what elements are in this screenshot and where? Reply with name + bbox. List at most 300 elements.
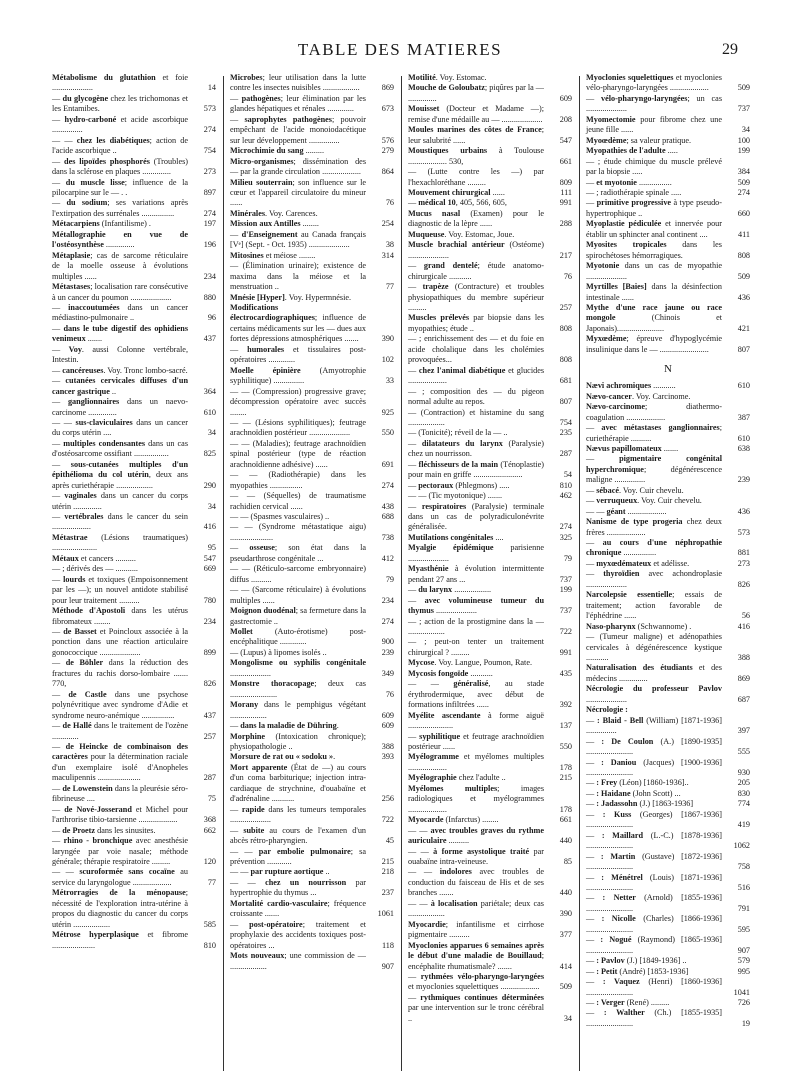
index-entry bbox=[52, 658, 216, 689]
index-entry bbox=[230, 543, 394, 564]
entry-text: — verruqueux. Voy. Cuir chevelu. bbox=[586, 496, 702, 506]
index-entry bbox=[586, 873, 750, 894]
entry-text: — — (Compression) progressive grave; décompression opératoire avec succès ........ bbox=[230, 386, 366, 417]
entry-text: — — (Sarcome réticulaire) à évolutions multiples ...... bbox=[230, 585, 366, 605]
entry-page: 96 bbox=[207, 313, 216, 323]
entry-page: 38 bbox=[385, 240, 394, 250]
index-entry bbox=[52, 345, 216, 366]
index-entry bbox=[230, 209, 394, 219]
page-title: TABLE DES MATIERES bbox=[297, 40, 503, 59]
entry-text: — — chez un nourrisson par hypertrophie du thymus ... bbox=[230, 877, 366, 898]
index-entry bbox=[408, 439, 572, 460]
entry-page: 274 bbox=[737, 187, 750, 197]
entry-page: 991 bbox=[559, 198, 572, 208]
entry-page: 273 bbox=[737, 558, 750, 568]
entry-text: Myoclonies apparues 6 semaines après le début d'une maladie de Bouillaud; encéphalite rhumatismale? ....... bbox=[408, 940, 544, 971]
entry-text: — rhino - bronchique avec anesthésie laryngée par voie nasale; méthode générale; thérapie respiratoire ......... bbox=[52, 836, 188, 866]
entry-page: 907 bbox=[381, 961, 394, 971]
entry-page: 421 bbox=[737, 323, 750, 333]
entry-text: Nécrologie : bbox=[586, 705, 628, 715]
entry-page: 722 bbox=[381, 815, 394, 825]
entry-text: Myomectomie pour fibrome chez une jeune fille ...... bbox=[586, 114, 722, 135]
entry-text: Narcolepsie essentielle; essais de traitement; action favorable de l'éphédrine ...... bbox=[586, 590, 722, 621]
entry-text: — vertébrales dans le cancer du sein ................... bbox=[52, 512, 189, 532]
entry-text: Motilité. Voy. Estomac. bbox=[408, 73, 487, 82]
entry-page: 85 bbox=[563, 856, 572, 866]
entry-text: — : Verger (René) ......... bbox=[586, 997, 670, 1007]
entry-page: 681 bbox=[559, 376, 572, 386]
entry-text: Nævus papillomateux ....... bbox=[586, 443, 679, 453]
entry-text: — pigmentaire congénital hyperchromique; dégénérescence maligne ............... bbox=[586, 454, 723, 485]
entry-text: — avec métastases ganglionnaires; curiethérapie .......... bbox=[586, 423, 722, 443]
entry-page: 900 bbox=[381, 637, 394, 647]
index-entry bbox=[230, 491, 394, 512]
entry-page: 120 bbox=[203, 856, 216, 866]
entry-page: 111 bbox=[560, 187, 572, 197]
index-entry bbox=[408, 993, 572, 1024]
entry-text: — de Lowenstein dans la pleurésie séro-fibrineuse .... bbox=[52, 783, 188, 804]
entry-page: 414 bbox=[559, 961, 572, 971]
page-number: 29 bbox=[722, 41, 738, 58]
index-entry bbox=[408, 428, 572, 438]
entry-text: Myoplastie pédiculée et innervée pour établir un sphincter anal continent .... bbox=[586, 219, 722, 239]
entry-text: — de Hallé dans le traitement de l'ozène ............. bbox=[52, 721, 188, 741]
entry-text: Myrtilles [Baies] dans la désinfection intestinale ...... bbox=[586, 282, 722, 302]
index-entry bbox=[408, 198, 572, 208]
entry-page: 864 bbox=[381, 167, 394, 177]
entry-page: 687 bbox=[737, 694, 750, 704]
index-entry bbox=[408, 230, 572, 240]
index-entry bbox=[52, 418, 216, 439]
entry-text: Naso-pharynx (Schwannome) . bbox=[586, 621, 692, 631]
index-entry bbox=[586, 178, 750, 188]
entry-text: — — géant ................... bbox=[586, 506, 667, 516]
entry-text: — — par rupture aortique .. bbox=[230, 867, 330, 877]
entry-text: — : Nogué (Raymond) [1865-1936] ....................... bbox=[586, 935, 722, 955]
index-entry bbox=[52, 460, 216, 491]
entry-page: 256 bbox=[381, 794, 394, 804]
entry-text: Mouvement chirurgical ...... bbox=[408, 187, 505, 197]
index-entry bbox=[586, 486, 750, 496]
index-entry bbox=[230, 366, 394, 387]
index-entry bbox=[408, 752, 572, 773]
entry-text: — pectoraux (Phlegmons) ..... bbox=[408, 480, 510, 490]
index-entry bbox=[586, 94, 750, 115]
entry-page: 77 bbox=[385, 282, 394, 292]
entry-page: 807 bbox=[559, 397, 572, 407]
index-entry bbox=[230, 847, 394, 868]
index-entry bbox=[586, 507, 750, 517]
index-entry bbox=[52, 867, 216, 888]
entry-page: 808 bbox=[559, 355, 572, 365]
index-entry bbox=[586, 136, 750, 146]
entry-text: — : Ménétrel (Louis) [1871-1936] ....................... bbox=[586, 872, 722, 892]
index-entry bbox=[52, 115, 216, 136]
index-entry bbox=[230, 73, 394, 94]
entry-page: 33 bbox=[385, 376, 394, 386]
index-entry bbox=[586, 716, 750, 737]
entry-text: — thyroïdien avec achondroplasie .................... bbox=[586, 569, 722, 589]
index-entry bbox=[230, 439, 394, 470]
entry-page: 826 bbox=[737, 579, 750, 589]
index-entry bbox=[586, 893, 750, 914]
index-entry bbox=[230, 115, 394, 146]
index-entry bbox=[52, 397, 216, 418]
entry-page: 869 bbox=[381, 83, 394, 93]
index-entry bbox=[408, 543, 572, 564]
entry-text: — — chez les diabétiques; action de l'acide ascorbique .. bbox=[52, 135, 189, 156]
index-entry bbox=[586, 423, 750, 444]
entry-text: — : Blaid - Bell (William) [1871-1936] ............... bbox=[586, 715, 722, 736]
entry-text: Morphine (Intoxication chronique); physiopathologie .. bbox=[230, 731, 366, 751]
index-entry bbox=[586, 590, 750, 621]
index-entry bbox=[408, 920, 572, 941]
index-entry bbox=[586, 282, 750, 303]
entry-text: — de Basset et Poincloux associée à la ponction dans une réaction articulaire gonococcique .................... bbox=[52, 627, 188, 657]
entry-text: — du sodium; ses variations après l'extirpation des surrénales ................ bbox=[52, 198, 189, 218]
index-entry bbox=[230, 826, 394, 847]
index-entry bbox=[52, 303, 216, 324]
index-entry bbox=[408, 104, 572, 125]
entry-text: — : Netter (Arnold) [1855-1936] ....................... bbox=[586, 893, 722, 913]
entry-text: Moustiques urbains à Toulouse ................... 530, bbox=[408, 146, 545, 166]
entry-page: 925 bbox=[381, 407, 394, 417]
index-entry bbox=[230, 94, 394, 115]
entry-page: 737 bbox=[559, 606, 572, 616]
entry-text: — dans le tube digestif des ophidiens venimeux ....... bbox=[52, 323, 189, 344]
entry-page: 274 bbox=[559, 522, 572, 532]
entry-page: 830 bbox=[737, 788, 750, 798]
entry-text: Mort apparente (État de —) au cours d'un coma barbiturique; injection intra-cardiaque de strychnine, d'ouabaïne et d'adrénaline ........... bbox=[230, 762, 366, 804]
entry-page: 34 bbox=[741, 125, 750, 135]
entry-page: 397 bbox=[737, 726, 750, 736]
entry-text: Mouche de Goloubatz; piqûres par la — .............. bbox=[408, 83, 544, 103]
index-entry bbox=[52, 805, 216, 826]
entry-text: Myocardie; infantilisme et cirrhose pigmentaire .......... bbox=[408, 919, 544, 940]
column-divider bbox=[223, 76, 224, 1071]
entry-text: — — (Radiothérapie) dans les myopathies ................ bbox=[230, 470, 366, 490]
entry-page: 880 bbox=[203, 292, 216, 302]
entry-text: Métastrae (Lésions traumatiques) ...................... bbox=[52, 532, 188, 553]
entry-text: — — (Lésions syphilitiques); feutrage arachnoïdien postérieur .................... bbox=[230, 417, 366, 438]
index-entry bbox=[230, 679, 394, 700]
entry-page: 205 bbox=[737, 778, 750, 788]
entry-text: — cancéreuses. Voy. Tronc lombo-sacré. bbox=[52, 365, 188, 375]
entry-text: Myélographie chez l'adulte .. bbox=[408, 773, 506, 783]
entry-page: 364 bbox=[203, 386, 216, 396]
entry-page: 325 bbox=[559, 532, 572, 542]
index-entry bbox=[408, 679, 572, 710]
entry-page: 75 bbox=[207, 794, 216, 804]
entry-page: 869 bbox=[737, 673, 750, 683]
entry-page: 791 bbox=[737, 903, 750, 913]
index-entry bbox=[586, 977, 750, 998]
index-entry bbox=[586, 198, 750, 219]
index-entry bbox=[230, 867, 394, 877]
entry-text: Microbes; leur utilisation dans la lutte contre les insectes nuisibles .................. bbox=[230, 73, 366, 93]
entry-page: 388 bbox=[737, 653, 750, 663]
entry-text: — (Tonicité); réveil de la — .. bbox=[408, 428, 508, 438]
index-entry bbox=[408, 460, 572, 481]
index-entry bbox=[230, 470, 394, 491]
index-entry bbox=[52, 136, 216, 157]
entry-page: 215 bbox=[381, 856, 394, 866]
entry-text: — de Castle dans une psychose polynévritique avec syndrome d'Adie et syndrome neuro-anémique ................ bbox=[52, 689, 188, 720]
entry-page: 810 bbox=[559, 480, 572, 490]
index-entry bbox=[52, 826, 216, 836]
entry-text: — fléchisseurs de la main (Ténoplastie) pour main en griffe ........................ bbox=[408, 459, 545, 480]
entry-page: 662 bbox=[203, 825, 216, 835]
entry-text: — — (Spasmes vasculaires) .. bbox=[230, 512, 330, 522]
index-entry bbox=[230, 585, 394, 606]
entry-text: Métaux et cancers .......... bbox=[52, 553, 136, 563]
entry-page: 274 bbox=[381, 480, 394, 490]
index-entry bbox=[586, 538, 750, 559]
index-entry bbox=[408, 491, 572, 501]
index-entry bbox=[52, 784, 216, 805]
entry-text: — (Lupus) à lipomes isolés .. bbox=[230, 647, 327, 657]
entry-text: — saprophytes pathogènes; pouvoir empêchant de l'acide monoiodacétique sur leur développement ............... bbox=[230, 114, 366, 145]
entry-page: 274 bbox=[203, 125, 216, 135]
index-entry bbox=[230, 230, 394, 251]
index-entry bbox=[408, 669, 572, 679]
entry-page: 208 bbox=[559, 114, 572, 124]
entry-page: 239 bbox=[737, 475, 750, 485]
entry-page: 825 bbox=[203, 449, 216, 459]
entry-text: — — avec troubles graves du rythme auriculaire .......... bbox=[408, 825, 544, 846]
entry-text: — rapide dans les tumeurs temporales .................... bbox=[230, 804, 366, 825]
entry-text: — de Nové-Josserand et Michel pour l'arthrorise tibio-tarsienne ................... bbox=[52, 804, 189, 825]
index-column-3 bbox=[408, 73, 572, 1073]
entry-text: — ; étude chimique du muscle prélevé par la biopsie ..... bbox=[586, 156, 722, 177]
entry-text: — subite au cours de l'examen d'un abcès rétro-pharyngien. bbox=[230, 825, 367, 846]
index-entry bbox=[586, 622, 750, 632]
entry-text: — syphilitique et feutrage arachnoïdien postérieur ...... bbox=[408, 731, 545, 751]
entry-page: 826 bbox=[203, 679, 216, 689]
index-entry bbox=[586, 737, 750, 758]
entry-page: 435 bbox=[559, 668, 572, 678]
entry-page: 34 bbox=[563, 1013, 572, 1023]
entry-page: 440 bbox=[559, 836, 572, 846]
entry-page: 178 bbox=[559, 762, 572, 772]
entry-page: 1062 bbox=[733, 841, 750, 851]
entry-text: Mouisset (Docteur et Madame —); remise d'une médaille au — .................... bbox=[408, 104, 544, 124]
entry-text: Myxœdème; épreuve d'hypoglycémie insulinique dans le — ........................ bbox=[586, 334, 722, 354]
index-entry bbox=[408, 533, 572, 543]
index-entry bbox=[408, 847, 572, 868]
entry-text: — : Martin (Gustave) [1872-1936] ....................... bbox=[586, 851, 723, 872]
index-entry bbox=[230, 805, 394, 826]
index-entry bbox=[586, 684, 750, 705]
index-entry bbox=[586, 632, 750, 663]
entry-page: 234 bbox=[381, 595, 394, 605]
entry-text: — — (Syndrome métastatique aigu) ..................... bbox=[230, 522, 366, 542]
entry-page: 595 bbox=[737, 924, 750, 934]
entry-text: — respiratoires (Paralysie) terminale dans un cas de polyradiculonévrite généralisée. bbox=[408, 501, 544, 532]
entry-text: Méthode d'Apostoli dans les utérus fibromateux ........ bbox=[52, 606, 188, 626]
entry-text: — ; enrichissement des — et du foie en acide cholalique dans les cholémies provoquées... bbox=[408, 334, 544, 365]
entry-text: — — scuroformée sans cocaïne au service du laryngologue ................... bbox=[52, 867, 188, 887]
entry-page: 550 bbox=[381, 428, 394, 438]
entry-page: 509 bbox=[737, 177, 750, 187]
index-entry bbox=[52, 198, 216, 219]
entry-page: 1061 bbox=[377, 909, 394, 919]
entry-text: Nanisme de type progeria chez deux frères ................... bbox=[586, 517, 722, 537]
entry-page: 411 bbox=[738, 229, 750, 239]
entry-text: Milieu souterrain; son influence sur le cœur et l'appareil circulatoire du mineur ...... bbox=[230, 177, 366, 208]
entry-text: Nævi achromiques ........... bbox=[586, 381, 676, 391]
entry-page: 390 bbox=[559, 909, 572, 919]
entry-page: 412 bbox=[381, 553, 394, 563]
entry-page: 387 bbox=[737, 412, 750, 422]
index-entry bbox=[586, 831, 750, 852]
entry-text: — cutanées cervicales diffuses d'un cancer gastrique .. bbox=[52, 376, 188, 396]
index-entry bbox=[586, 334, 750, 355]
index-entry bbox=[408, 826, 572, 847]
index-entry bbox=[52, 251, 216, 282]
index-entry bbox=[230, 878, 394, 899]
entry-page: 579 bbox=[737, 956, 750, 966]
entry-text: — — (Maladies); feutrage arachnoïdien spinal postérieur (type de réaction arachnoïdienne adhésive) ...... bbox=[230, 438, 366, 469]
index-entry bbox=[586, 1008, 750, 1029]
entry-text: — : Frey (Léon) [1860-1936].. bbox=[586, 778, 689, 788]
index-entry bbox=[230, 522, 394, 543]
entry-text: Modifications électrocardiographiques; influence de certains médicaments sur les — dues aux fortes dépressions atmosphériques ....... bbox=[230, 302, 366, 344]
entry-text: — médical 10, 405, 566, 605, bbox=[408, 198, 507, 208]
entry-text: — sébacé. Voy. Cuir chevelu. bbox=[586, 485, 684, 495]
entry-page: 178 bbox=[559, 804, 572, 814]
entry-page: 438 bbox=[381, 501, 394, 511]
index-entry bbox=[408, 658, 572, 668]
entry-text: Myocarde (Infarctus) ........ bbox=[408, 815, 499, 825]
entry-page: 610 bbox=[737, 381, 750, 391]
entry-page: 437 bbox=[203, 710, 216, 720]
index-entry bbox=[230, 303, 394, 345]
entry-text: Minérales. Voy. Carences. bbox=[230, 208, 318, 218]
index-entry bbox=[52, 282, 216, 303]
entry-text: — — (Réticulo-sarcome embryonnaire) diffus .......... bbox=[230, 564, 366, 584]
entry-page: 288 bbox=[559, 219, 572, 229]
entry-text: Mycose. Voy. Langue, Poumon, Rate. bbox=[408, 658, 533, 668]
entry-page: 254 bbox=[381, 219, 394, 229]
entry-page: 899 bbox=[203, 647, 216, 657]
entry-text: Myotonie dans un cas de myopathie .................... bbox=[586, 261, 722, 281]
entry-text: — des lipoïdes phosphorés (Troubles) dans la sclérose en plaques .............. bbox=[52, 156, 189, 177]
entry-page: 100 bbox=[737, 135, 750, 145]
entry-page: 416 bbox=[203, 522, 216, 532]
entry-text: Myoclonies squelettiques et myoclonies vélo-pharyngo-laryngées ................... bbox=[586, 73, 722, 93]
index-entry bbox=[52, 219, 216, 229]
entry-page: 436 bbox=[737, 292, 750, 302]
entry-text: — de Böhler dans la réduction des fractures du rachis dorso-lombaire ....... 770, bbox=[52, 658, 189, 689]
entry-text: — au cours d'une néphropathie chronique ................ bbox=[586, 538, 723, 558]
page-header bbox=[0, 40, 800, 70]
index-entry bbox=[586, 569, 750, 590]
index-entry bbox=[52, 742, 216, 784]
entry-text: Métrose hyperplasique et fibrome ..................... bbox=[52, 930, 188, 950]
entry-page: 774 bbox=[737, 799, 750, 809]
entry-text: — inaccoutumées dans un cancer médiastino-pulmonaire .. bbox=[52, 302, 188, 323]
index-entry bbox=[408, 617, 572, 638]
index-entry bbox=[586, 115, 750, 136]
index-entry bbox=[230, 763, 394, 805]
entry-page: 279 bbox=[381, 146, 394, 156]
index-entry bbox=[52, 606, 216, 627]
entry-page: 314 bbox=[381, 250, 394, 260]
index-entry bbox=[408, 711, 572, 732]
entry-page: 638 bbox=[737, 443, 750, 453]
entry-page: 758 bbox=[737, 862, 750, 872]
index-entry bbox=[230, 251, 394, 261]
entry-page: 809 bbox=[559, 177, 572, 187]
entry-page: 436 bbox=[737, 506, 750, 516]
entry-text: — et myotonie ................ bbox=[586, 177, 672, 187]
index-entry bbox=[408, 408, 572, 429]
index-entry bbox=[586, 789, 750, 799]
entry-text: — — (Séquelles) de traumatisme rachidien cervical ...... bbox=[230, 491, 366, 511]
entry-page: 34 bbox=[207, 501, 216, 511]
index-entry bbox=[52, 564, 216, 574]
index-entry bbox=[586, 914, 750, 935]
entry-text: — post-opératoire; traitement et prophylaxie des accidents toxiques post-opératoires ... bbox=[230, 919, 367, 950]
index-entry bbox=[408, 815, 572, 825]
entry-text: Mortalité cardio-vasculaire; fréquence croissante ....... bbox=[230, 898, 366, 919]
entry-text: Métaplasie; cas de sarcome réticulaire de la moelle osseuse à évolutions multiples ...... bbox=[52, 250, 188, 281]
entry-text: Mission aux Antilles ........ bbox=[230, 219, 319, 229]
entry-text: — dans la maladie de Dühring. bbox=[230, 721, 339, 731]
index-entry bbox=[52, 721, 216, 742]
index-entry bbox=[408, 596, 572, 617]
index-entry bbox=[230, 178, 394, 209]
entry-text: — — sus-claviculaires dans un cancer du corps utérin .... bbox=[52, 417, 188, 438]
entry-page: 237 bbox=[381, 888, 394, 898]
entry-page: 808 bbox=[559, 323, 572, 333]
entry-text: Mnésie [Hyper]. Voy. Hypermnésie. bbox=[230, 292, 352, 302]
entry-page: 995 bbox=[737, 966, 750, 976]
index-entry bbox=[586, 967, 750, 977]
index-entry bbox=[586, 852, 750, 873]
entry-page: 509 bbox=[737, 271, 750, 281]
entry-text: — — indolores avec troubles de conduction du faisceau de His et de ses branches ....... bbox=[408, 867, 544, 898]
entry-text: — : Petit (André) [1853-1936] bbox=[586, 966, 689, 976]
entry-page: 509 bbox=[737, 83, 750, 93]
entry-text: — pathogènes; leur élimination par les glandes hépatiques et rénales ............. bbox=[230, 93, 366, 114]
entry-page: 239 bbox=[381, 647, 394, 657]
entry-text: Moules marines des côtes de France; leur salubrité ...... bbox=[408, 125, 544, 145]
index-entry bbox=[408, 261, 572, 282]
entry-page: 19 bbox=[741, 1018, 750, 1028]
index-entry bbox=[230, 418, 394, 439]
entry-page: 274 bbox=[203, 208, 216, 218]
index-entry bbox=[586, 517, 750, 538]
entry-page: 691 bbox=[381, 459, 394, 469]
index-entry bbox=[52, 376, 216, 397]
entry-page: 274 bbox=[381, 616, 394, 626]
index-entry bbox=[52, 439, 216, 460]
index-entry bbox=[586, 261, 750, 282]
index-entry bbox=[408, 387, 572, 408]
index-entry bbox=[586, 303, 750, 334]
entry-text: — du glycogène chez les trichomonas et les Entamibes. bbox=[52, 93, 189, 114]
entry-text: Mutilations congénitales .... bbox=[408, 532, 504, 542]
entry-page: 907 bbox=[737, 945, 750, 955]
entry-text: — d'Enseignement au Canada français [Vᵉ] (Sept. - Oct. 1935) .................... bbox=[230, 229, 366, 250]
index-entry bbox=[52, 94, 216, 115]
index-entry bbox=[408, 481, 572, 491]
entry-page: 930 bbox=[737, 768, 750, 777]
index-entry bbox=[586, 444, 750, 454]
index-entry bbox=[230, 752, 394, 762]
